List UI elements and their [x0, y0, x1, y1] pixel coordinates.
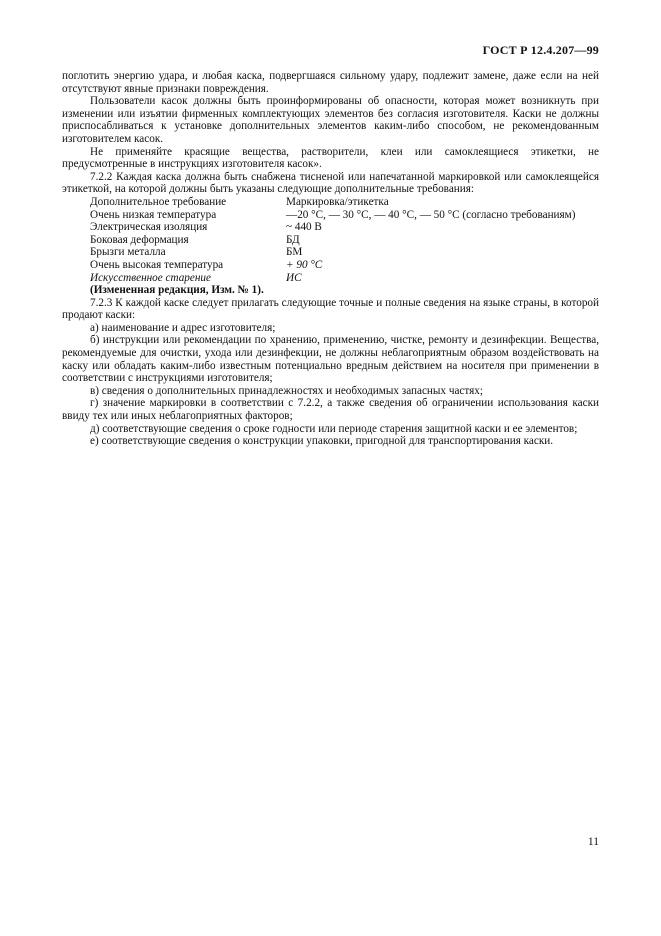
- list-item-g: г) значение маркировки в соответствии с 7.2.2, а также сведения об ограничении использования каски ввиду тех или иных неблагоприятных факторов;: [62, 397, 599, 423]
- list-item-v: в) сведения о дополнительных принадлежностях и необходимых запасных частях;: [90, 384, 483, 397]
- table-cell-requirement: Брызги металла: [90, 246, 166, 259]
- paragraph-7-2-2: 7.2.2 Каждая каска должна быть снабжена тисненой или напечатанной маркировкой или самоклеящейся этикеткой, на которой должны быть указаны следующие дополнительные требования:: [62, 170, 599, 196]
- page-number: 11: [587, 836, 599, 848]
- table-row: [90, 234, 599, 247]
- table-cell-marking: + 90 °С: [286, 258, 323, 271]
- edition-note: (Измененная редакция, Изм. № 1).: [90, 284, 264, 297]
- paragraph-7-2-3: 7.2.3 К каждой каске следует прилагать следующие точные и полные сведения на языке страны, в которой продают каски:: [62, 296, 599, 322]
- list-item-e: е) соответствующие сведения о конструкции упаковки, пригодной для транспортирования каски.: [90, 435, 554, 448]
- table-cell-marking: БМ: [286, 246, 303, 259]
- paragraph-no-paints: Не применяйте красящие вещества, растворители, клеи или самоклеящиеся этикетки, не предусмотренные в инструкциях изготовителя касок».: [62, 145, 599, 171]
- table-cell-requirement: Очень высокая температура: [90, 258, 224, 271]
- table-row: [90, 209, 599, 222]
- table-cell-requirement: Очень низкая температура: [90, 208, 217, 221]
- paragraph-continuation: поглотить энергию удара, и любая каска, подвергшаяся сильному удару, подлежит замене, даже если на ней отсутствуют явные признаки повреждения.: [62, 70, 599, 95]
- document-header: ГОСТ Р 12.4.207—99: [482, 43, 599, 57]
- table-row: [90, 221, 599, 234]
- table-row: [90, 259, 599, 272]
- table-cell-requirement: Электрическая изоляция: [90, 221, 208, 234]
- table-cell-marking: —20 °С, — 30 °С, — 40 °С, — 50 °С (согласно требованиям): [286, 208, 576, 221]
- list-item-d: д) соответствующие сведения о сроке годности или периоде старения защитной каски и ее элементов;: [90, 422, 578, 435]
- list-item-a: а) наименование и адрес изготовителя;: [90, 321, 276, 334]
- table-cell-requirement: Боковая деформация: [90, 233, 189, 246]
- table-row: [90, 272, 599, 285]
- table-cell-requirement: Искусственное старение: [90, 271, 211, 284]
- table-cell-marking: ИС: [286, 271, 302, 284]
- marking-table: [90, 196, 599, 284]
- table-cell-requirement: Дополнительное требование: [90, 195, 227, 208]
- table-row: [90, 246, 599, 259]
- list-item-b: б) инструкции или рекомендации по хранению, применению, чистке, ремонту и дезинфекции. Вещества, рекомендуемые для очистки, ухода или дезинфекции, не должны неблагоприятным образом воздействовать на каску или обладать каким-либо известным потенциально вредным действием на носителя при применении в соответствии с инструкциями изготовителя;: [62, 334, 599, 385]
- table-cell-marking: БД: [286, 233, 300, 246]
- table-cell-marking: ~ 440 В: [286, 221, 322, 234]
- page-body: [62, 70, 599, 448]
- table-cell-marking: Маркировка/этикетка: [286, 195, 389, 208]
- paragraph-users-warning: Пользователи касок должны быть проинформированы об опасности, которая может возникнуть при изменении или изъятии фирменных комплектующих элементов без согласия изготовителя. Каски не должны приспосабливаться к установке дополнительных элементов каким-либо способом, не рекомендованным изготовителем касок.: [62, 95, 599, 145]
- table-row: [90, 196, 599, 209]
